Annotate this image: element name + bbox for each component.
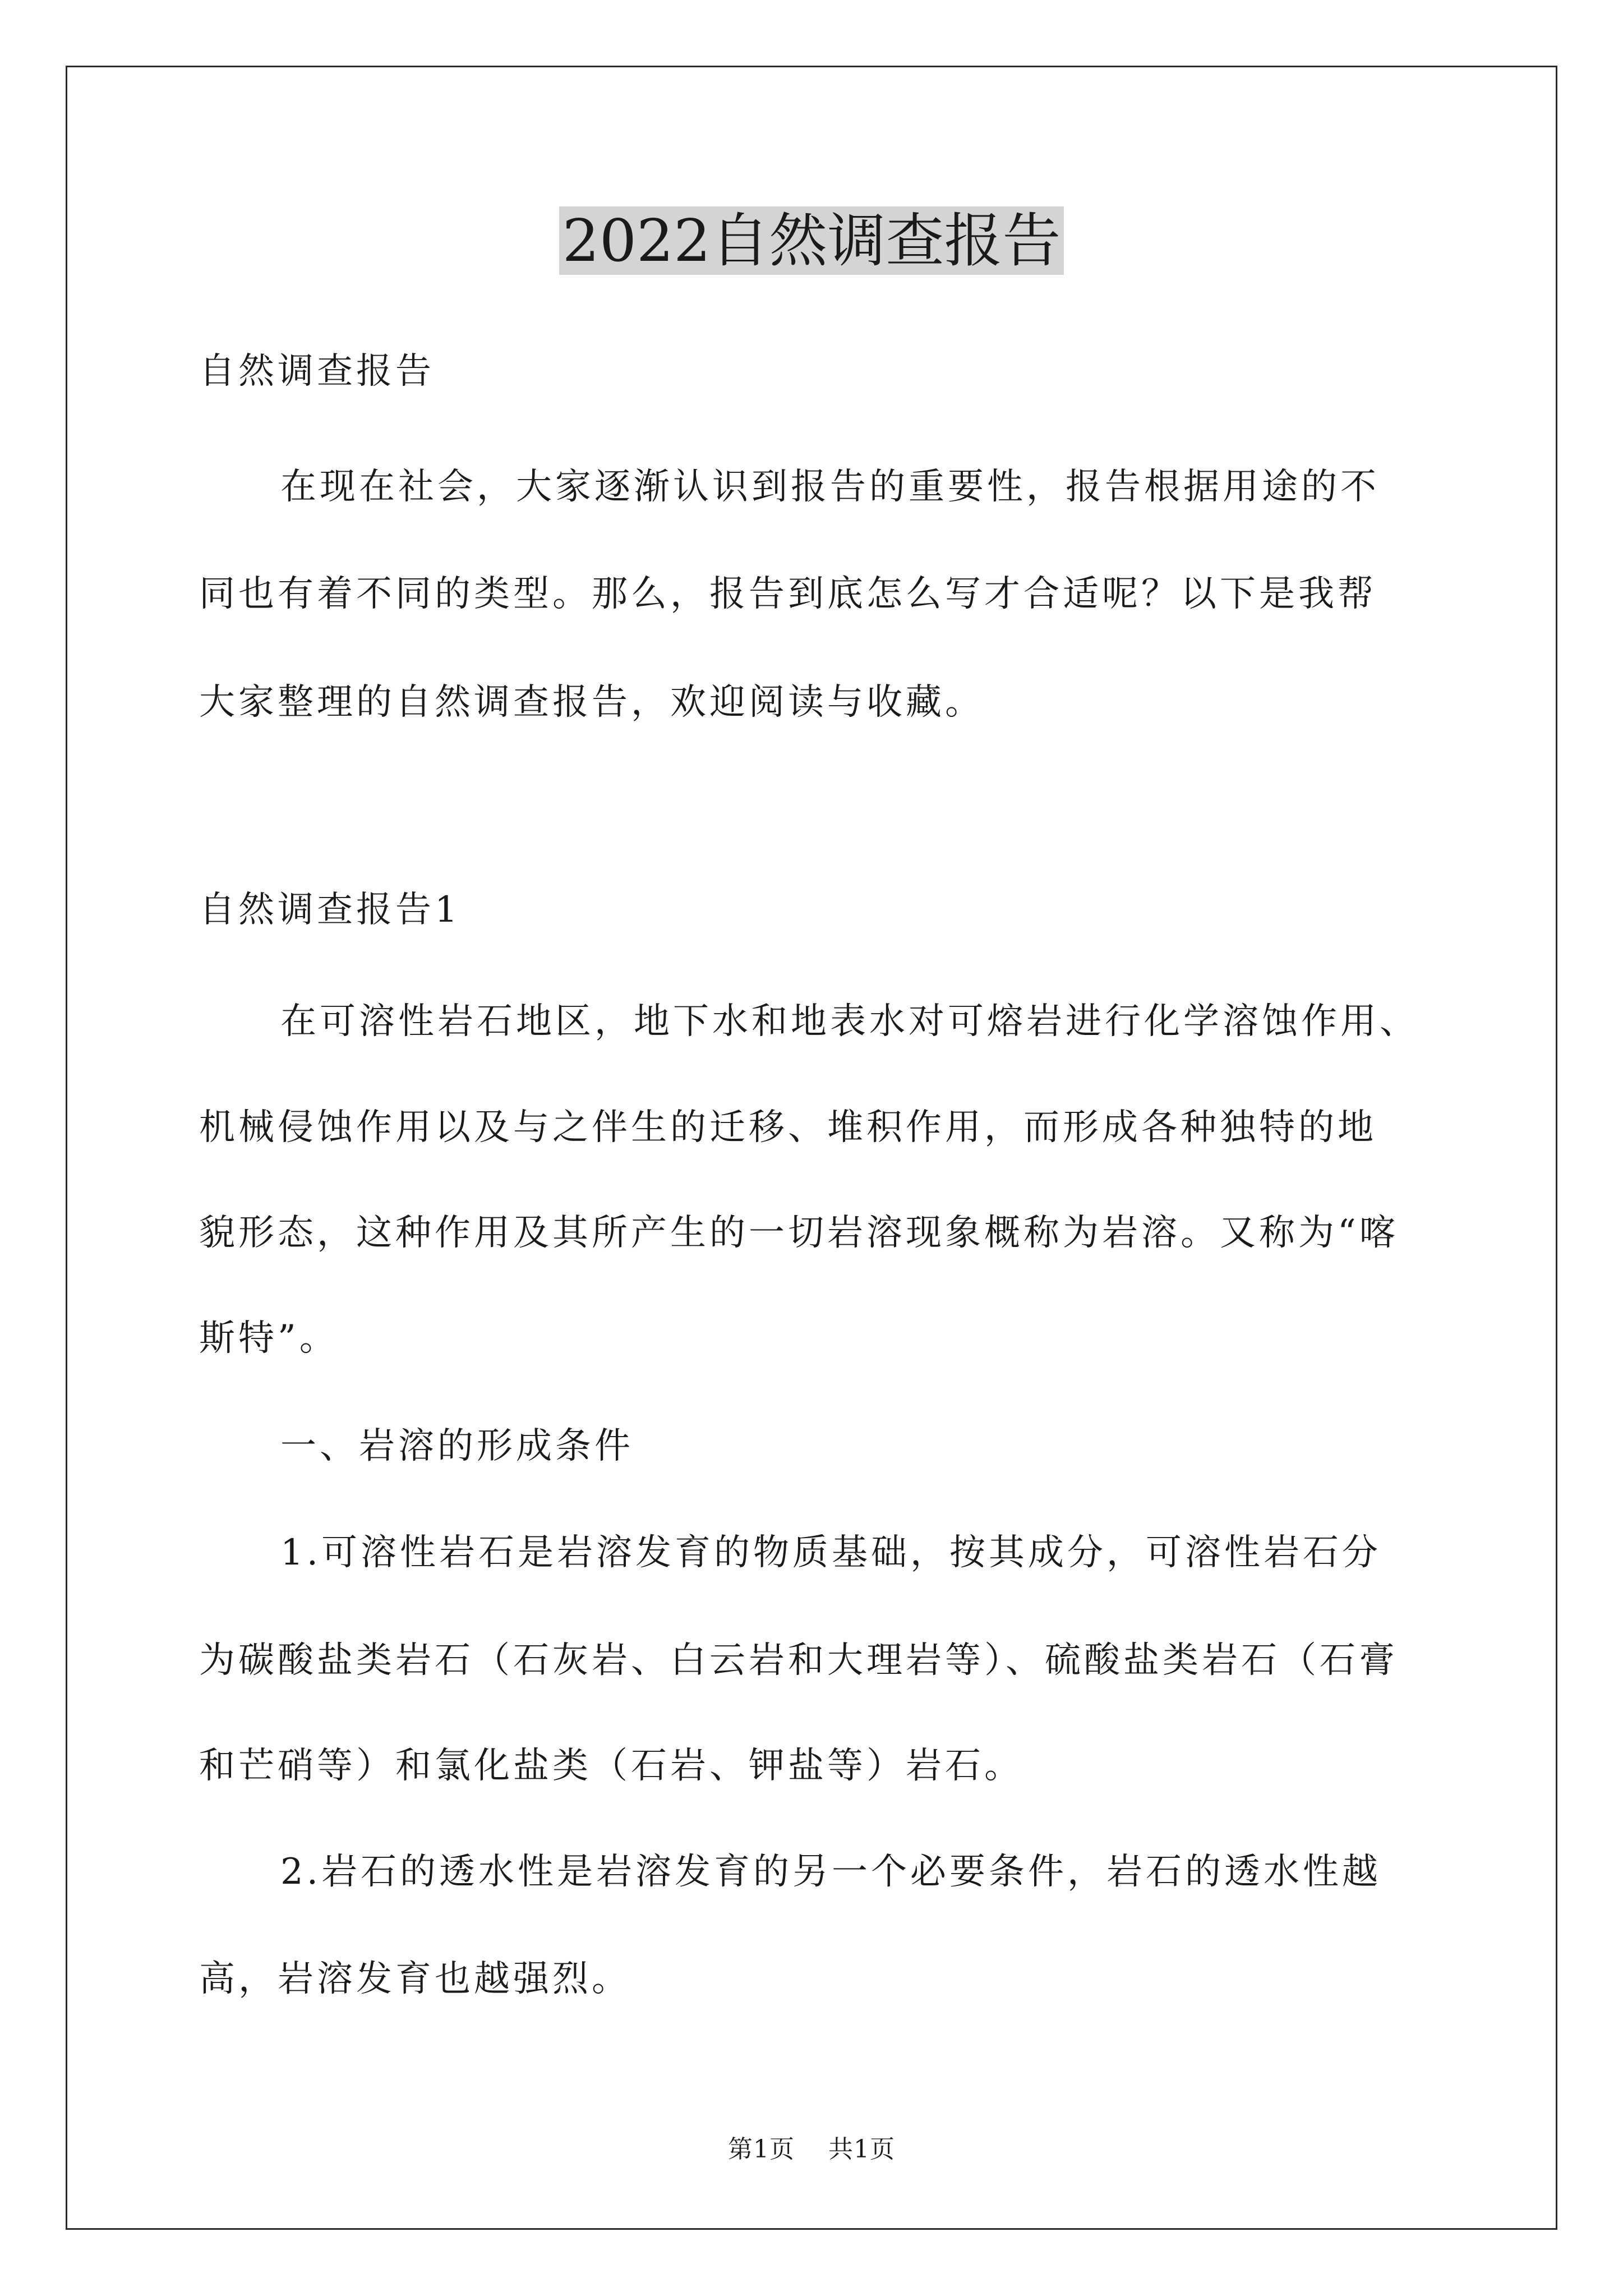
item1-line-2: 为碳酸盐类岩石（石灰岩、白云岩和大理岩等）、硫酸盐类岩石（石膏 [199, 1640, 1398, 1681]
section-paragraph-line-4: 斯特”。 [199, 1318, 339, 1359]
page-number: 第1页 [728, 2135, 795, 2164]
section-paragraph-line-2: 机械侵蚀作用以及与之伴生的迁移、堆积作用，而形成各种独特的地 [199, 1107, 1377, 1148]
sub-heading: 一、岩溶的形成条件 [280, 1425, 634, 1467]
page-total: 共1页 [828, 2135, 895, 2164]
intro-line-3: 大家整理的自然调查报告，欢迎阅读与收藏。 [199, 682, 984, 723]
intro-line-1: 在现在社会，大家逐渐认识到报告的重要性，报告根据用途的不 [280, 466, 1380, 508]
page-footer [0, 2134, 1623, 2165]
item1-line-1: 1.可溶性岩石是岩溶发育的物质基础，按其成分，可溶性岩石分 [280, 1532, 1382, 1573]
document-subtitle: 自然调查报告 [199, 351, 435, 392]
document-title-text: 2022自然调查报告 [559, 206, 1064, 275]
section-heading: 自然调查报告1 [199, 889, 461, 931]
document-title [0, 203, 1623, 279]
item2-line-1: 2.岩石的透水性是岩溶发育的另一个必要条件，岩石的透水性越 [280, 1851, 1382, 1893]
section-paragraph-line-1: 在可溶性岩石地区，地下水和地表水对可熔岩进行化学溶蚀作用、 [280, 1001, 1419, 1042]
section-paragraph-line-3: 貌形态，这种作用及其所产生的一切岩溶现象概称为岩溶。又称为“喀 [199, 1212, 1399, 1254]
intro-line-2: 同也有着不同的类型。那么，报告到底怎么写才合适呢？以下是我帮 [199, 573, 1377, 615]
item1-line-3: 和芒硝等）和氯化盐类（石岩、钾盐等）岩石。 [199, 1745, 1023, 1787]
item2-line-2: 高，岩溶发育也越强烈。 [199, 1958, 631, 2000]
